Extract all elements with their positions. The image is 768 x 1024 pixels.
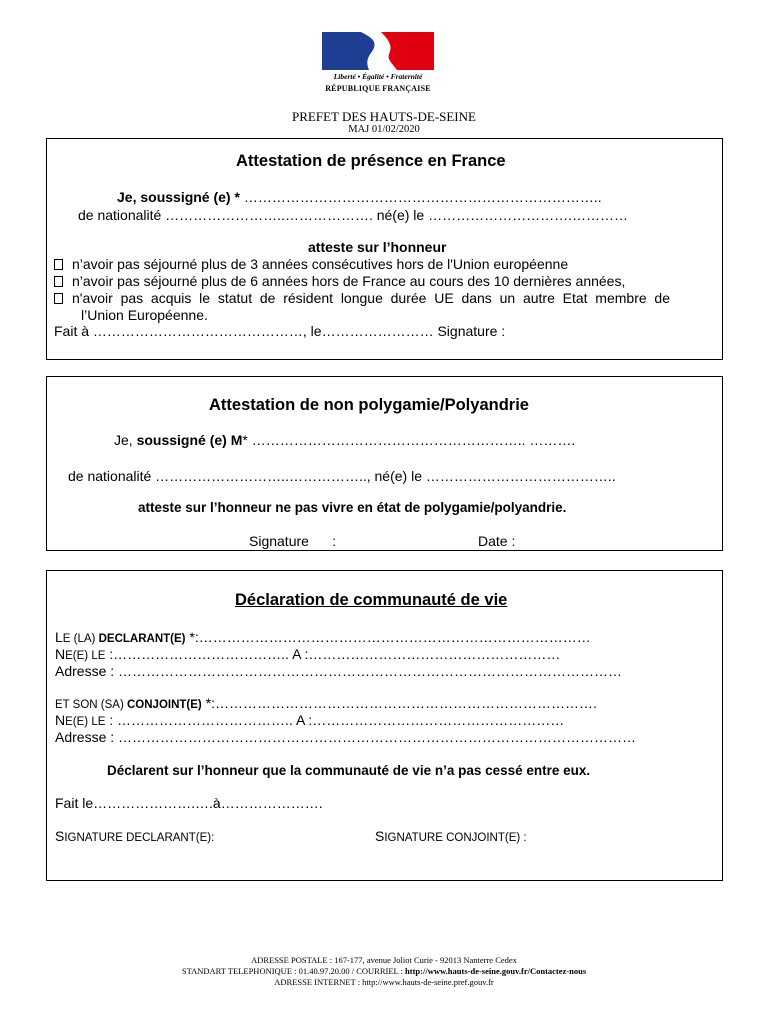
- declarant-label-1: L: [55, 629, 63, 645]
- presence-item-2[interactable]: [54, 273, 625, 289]
- republic-motto: Liberté • Égalité • Fraternité: [333, 72, 423, 81]
- polygamy-name-line[interactable]: [114, 432, 575, 448]
- birth-label-2: E(E) LE: [65, 716, 106, 728]
- flag-red: [397, 32, 434, 70]
- declarant-name-field[interactable]: *:…………………………………………………………………………: [185, 629, 591, 645]
- polygamy-attestation-box: [46, 376, 723, 551]
- declarant-label-3: DECLARANT(E): [98, 633, 186, 645]
- sig-conj-label-2: IGNATURE CONJOINT(E) :: [384, 832, 527, 844]
- presence-title: Attestation de présence en France: [236, 152, 506, 170]
- presence-fait-line[interactable]: Fait à ………………………………………, le…………………… Signature :: [54, 323, 506, 339]
- footer-phone-text: STANDART TELEPHONIQUE : 01.40.97.20.00 / COURRIEL :: [181, 966, 406, 976]
- presence-name-line: [117, 189, 602, 205]
- presence-item-1-text: n’avoir pas séjourné plus de 3 années consécutives hors de l'Union européenne: [72, 256, 569, 272]
- update-date: MAJ 01/02/2020: [348, 124, 420, 135]
- footer-website[interactable]: ADRESSE INTERNET : http://www.hauts-de-seine.pref.gouv.fr: [274, 977, 494, 987]
- presence-name-label: Je, soussigné (e) *: [117, 189, 240, 205]
- conjoint-label-2: CONJOINT(E): [127, 699, 202, 711]
- presence-name-field[interactable]: …………………………………………………………………..: [239, 189, 602, 205]
- polygamy-je: Je,: [114, 432, 137, 448]
- presence-nationality-line[interactable]: de nationalité ……………………..………………. né(e) le ………………………….…………: [78, 207, 628, 223]
- declarant-address-line[interactable]: Adresse : ………………………………………………………………………………………………: [55, 663, 623, 679]
- sig-decl-label-2: IGNATURE DECLARANT(E):: [64, 832, 215, 844]
- prefecture-title: PREFET DES HAUTS-DE-SEINE: [292, 109, 476, 124]
- checkbox-icon[interactable]: [54, 259, 63, 270]
- tricolor-flag-icon: [322, 32, 434, 70]
- presence-item-3-text: n'avoir pas acquis le statut de résident longue durée UE dans un autre Etat membre de: [72, 290, 671, 306]
- conjoint-address-line[interactable]: Adresse : …………………………………………………………………………………………………: [55, 729, 637, 745]
- flag-white: [359, 32, 396, 70]
- conjoint-birth-line[interactable]: [55, 712, 564, 730]
- flag-blue: [322, 32, 359, 70]
- polygamy-name-field[interactable]: * ………………………………………………….. ……….: [242, 432, 576, 448]
- community-declaration-box: [46, 570, 723, 881]
- signature-conjoint[interactable]: [375, 828, 527, 846]
- checkbox-icon[interactable]: [54, 293, 63, 304]
- birth-label-1: N: [55, 646, 66, 662]
- polygamy-date[interactable]: Date :: [478, 533, 516, 549]
- presence-item-2-text: n’avoir pas séjourné plus de 6 années hors de France au cours des 10 dernières années,: [72, 273, 626, 289]
- presence-item-1[interactable]: [54, 256, 568, 272]
- presence-item-3-cont: l’Union Européenne.: [81, 307, 208, 323]
- presence-item-3[interactable]: [54, 290, 670, 306]
- polygamy-nationality-line[interactable]: de nationalité ………………………..…………….., né(e) le …………………………………..: [68, 468, 616, 484]
- declarant-line[interactable]: [55, 629, 591, 647]
- conjoint-birth-field[interactable]: : ……………………………….. A :………………………………………………: [105, 712, 565, 728]
- footer-address: ADRESSE POSTALE : 167-177, avenue Joliot Curie - 92013 Nanterre Cedex: [251, 955, 517, 965]
- signature-declarant[interactable]: [55, 828, 214, 846]
- birth-label-1: N: [55, 712, 66, 728]
- declarant-birth-line[interactable]: [55, 646, 560, 664]
- presence-attestation-box: [46, 138, 723, 360]
- polygamy-signature[interactable]: Signature :: [249, 533, 337, 549]
- polygamy-atteste: atteste sur l’honneur ne pas vivre en état de polygamie/polyandrie.: [138, 500, 567, 515]
- declarant-label-2: E (LA): [62, 633, 99, 645]
- community-fait-line[interactable]: Fait le………………….….à………………….: [55, 795, 323, 811]
- polygamy-soussigne: soussigné (e) M: [136, 432, 243, 448]
- conjoint-line[interactable]: [55, 695, 597, 713]
- sig-decl-label-1: S: [55, 828, 65, 844]
- footer-phone: [0, 966, 768, 976]
- sig-conj-label-1: S: [375, 828, 385, 844]
- presence-atteste: atteste sur l’honneur: [308, 239, 447, 255]
- conjoint-name-field[interactable]: *:……………………………………………………………………….: [201, 695, 597, 711]
- community-title: Déclaration de communauté de vie: [235, 591, 508, 609]
- birth-label-2: E(E) LE: [65, 650, 106, 662]
- footer-contact-link[interactable]: http://www.hauts-de-seine.gouv.fr/Contactez-nous: [405, 966, 587, 976]
- conjoint-label-1: ET SON (SA): [55, 699, 127, 711]
- polygamy-title: Attestation de non polygamie/Polyandrie: [209, 396, 529, 414]
- marianne-logo: [320, 32, 436, 100]
- community-declarent: Déclarent sur l’honneur que la communauté de vie n’a pas cessé entre eux.: [107, 763, 591, 778]
- checkbox-icon[interactable]: [54, 276, 63, 287]
- republic-name: RÉPUBLIQUE FRANÇAISE: [325, 84, 431, 93]
- marianne-profile-icon: [359, 32, 397, 70]
- declarant-birth-field[interactable]: :……………………………….. A :………………………………………………: [105, 646, 561, 662]
